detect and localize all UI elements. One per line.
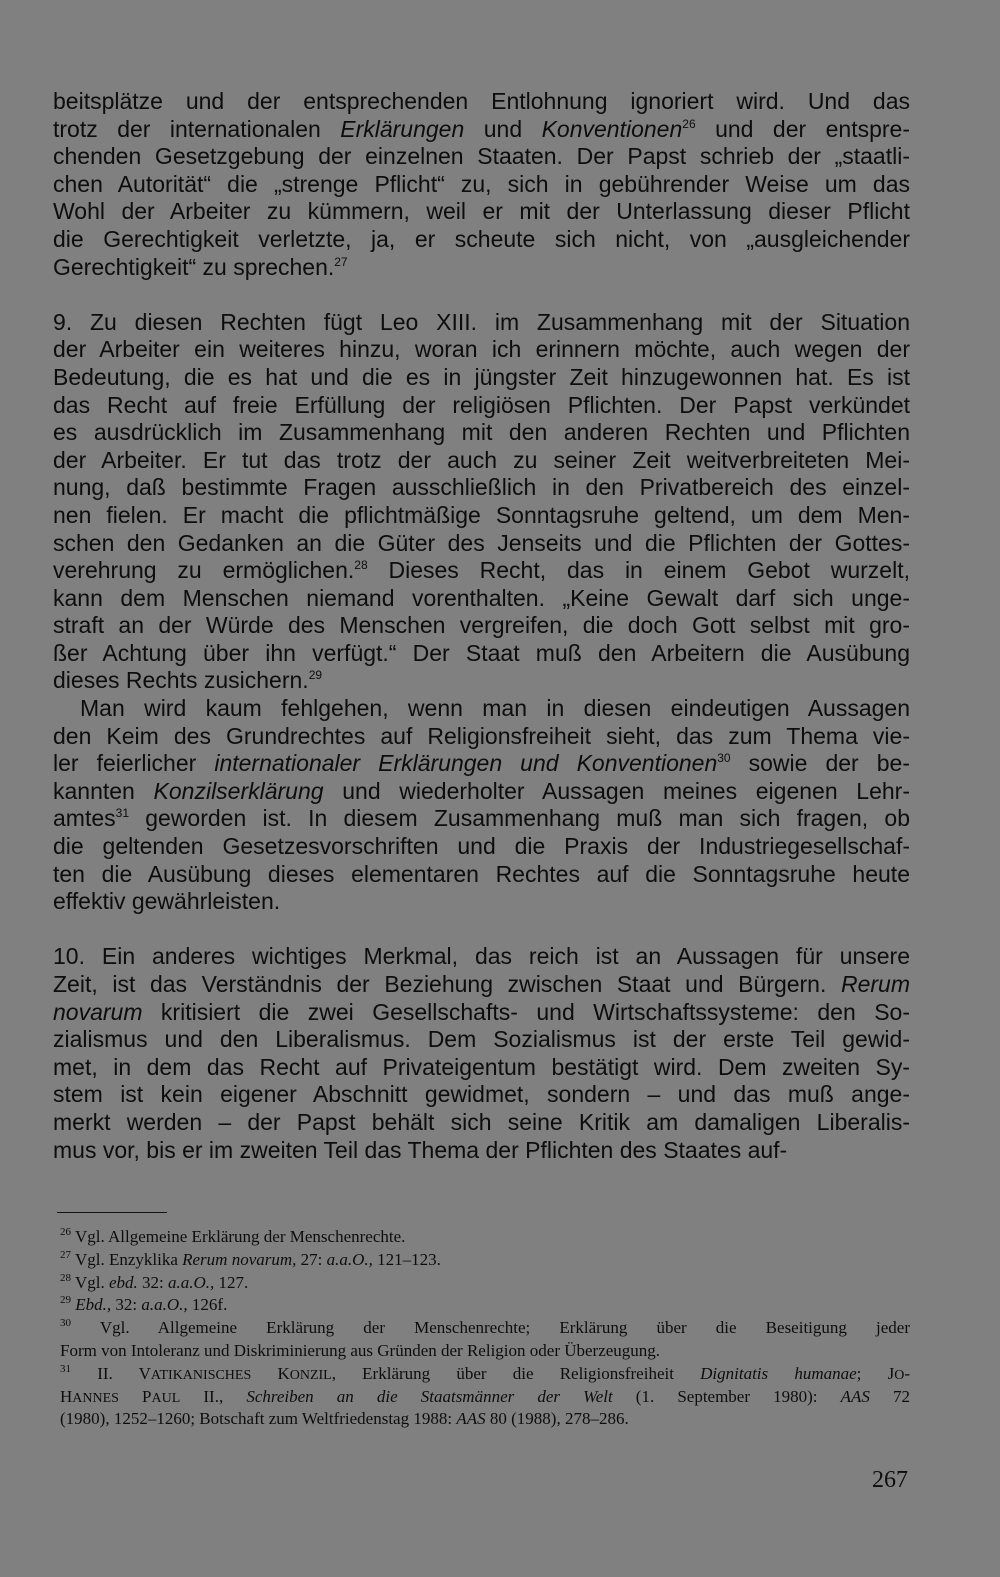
body-line (53, 226, 910, 254)
text-run: K (251, 1363, 290, 1383)
footnote-ref: 28 (354, 558, 368, 573)
text-run: ßer Achtung über ihn verfügt.“ Der Staat muß den Arbeitern die Ausübung (53, 639, 910, 666)
body-line (53, 557, 910, 585)
text-run: P (118, 1386, 152, 1406)
text-run: das Recht auf freie Erfüllung der religiösen Pflichten. Der Papst verkündet (53, 391, 910, 418)
body-line (53, 309, 910, 337)
body-line (53, 943, 910, 971)
body-line (53, 88, 910, 116)
text-run: kannten (53, 777, 154, 804)
text-run: 127. (214, 1272, 249, 1292)
body-line (53, 198, 910, 226)
footnote-line (60, 1294, 910, 1317)
text-run: Rerum (840, 971, 910, 997)
body-line (53, 778, 910, 806)
text-run: 72 (869, 1386, 910, 1406)
text-run: merkt werden – der Papst behält sich seine Kritik am damaligen Liberalis- (53, 1108, 910, 1135)
body-line (53, 1081, 910, 1109)
body-line (53, 1109, 910, 1137)
text-run: O (894, 1367, 905, 1383)
text-run: H (60, 1386, 73, 1406)
text-run: 126f. (187, 1295, 228, 1315)
footnote-ref: 31 (115, 806, 129, 821)
text-run: mus vor, bis er im zweiten Teil das Thema der Pflichten des Staates auf- (53, 1136, 788, 1163)
text-run: , Erklärung über die Religionsfreiheit (331, 1363, 701, 1383)
body-line (53, 116, 910, 144)
text-run: die Gerechtigkeit verletzte, ja, er scheute sich nicht, von „ausgleichender (53, 225, 910, 252)
text-run: Vgl. Allgemeine Erklärung der Menschenrechte. (71, 1227, 406, 1246)
footnote-line (60, 1249, 910, 1272)
body-line (53, 336, 910, 364)
text-run: II., (180, 1386, 247, 1406)
text-run: es ausdrücklich im Zusammenhang mit den anderen Rechten und Pflichten (53, 419, 910, 446)
text-run: chen Autorität“ die „strenge Pflicht“ zu, sich in gebührender Weise um das (53, 170, 910, 197)
text-run: novarum (53, 998, 143, 1025)
text-run: chenden Gesetzgebung der einzelnen Staaten. Der Papst schrieb der „staatli- (53, 143, 910, 170)
text-run: a.a.O., (141, 1295, 188, 1315)
body-line (53, 392, 910, 420)
text-run: Vgl. (71, 1272, 109, 1292)
text-run: AUL (151, 1390, 181, 1406)
footnote-ref: 26 (682, 116, 696, 131)
text-run: den Keim des Grundrechtes auf Religionsfreiheit sieht, das zum Thema vie- (53, 722, 910, 749)
body-line (53, 281, 910, 309)
text-run: Ebd., (75, 1295, 112, 1315)
body-line (53, 585, 910, 613)
text-run: 121–123. (372, 1249, 441, 1269)
text-run: dieses Rechts zusichern. (53, 667, 309, 694)
text-run: Wohl der Arbeiter zu kümmern, weil er mit der Unterlassung dieser Pflicht (53, 198, 910, 225)
text-run: 32: (111, 1295, 142, 1315)
text-run: der Arbeiter ein weiteres hinzu, woran ich erinnern möchte, auch wegen der (53, 336, 910, 363)
footnotes (60, 1226, 910, 1431)
text-run: - (904, 1363, 910, 1383)
body-line (53, 833, 910, 861)
text-run: sowie der be- (730, 750, 910, 777)
body-line (53, 1137, 910, 1165)
body-line (53, 888, 910, 916)
body-line (53, 723, 910, 751)
body-line (53, 1026, 910, 1054)
text-run: a.a.O., (326, 1249, 373, 1269)
footnote-line (60, 1226, 910, 1249)
text-run: met, in dem das Recht auf Privateigentum bestätigt wird. Dem zweiten Sy- (53, 1053, 910, 1080)
text-run: AAS (456, 1409, 486, 1429)
body-line (53, 971, 910, 999)
text-run: Rerum novarum, (182, 1249, 297, 1269)
footnote-line (60, 1408, 910, 1431)
body-line (53, 171, 910, 199)
text-run: effektiv gewährleisten. (53, 888, 281, 915)
text-run: Vgl. Allgemeine Erklärung der Menschenrechte; Erklärung über die Beseitigung jeder (71, 1318, 910, 1338)
text-run: zialismus und den Liberalismus. Dem Sozialismus ist der erste Teil gewid- (53, 1026, 910, 1053)
text-run: beitsplätze und der entsprechenden Entlohnung ignoriert wird. Und das (53, 88, 910, 114)
body-line (53, 999, 910, 1027)
body-line (53, 364, 910, 392)
text-run: verehrung zu ermöglichen. (53, 557, 355, 584)
body-line (53, 667, 910, 695)
text-run: ANNES (72, 1390, 119, 1406)
text-run: straft an der Würde des Menschen vergreifen, die doch Gott selbst mit gro- (53, 612, 910, 639)
text-run: und der entspre- (695, 115, 910, 142)
text-run: 27: (296, 1249, 327, 1269)
footnote-ref: 30 (60, 1317, 71, 1330)
body-line (53, 805, 910, 833)
text-run: ler feierlicher (53, 750, 215, 777)
body-line (53, 143, 910, 171)
body-line (53, 419, 910, 447)
footnote-line (60, 1272, 910, 1295)
footnote-line (60, 1340, 910, 1363)
text-run: ten die Ausübung dieses elementaren Rechtes auf die Sonntagsruhe heute (53, 860, 910, 887)
text-run: und (464, 115, 542, 142)
text-run: ebd. (108, 1272, 138, 1292)
text-run: trotz der internationalen (53, 115, 341, 142)
text-run: Dieses Recht, das in einem Gebot wurzelt, (367, 557, 910, 584)
text-run: ATIKANISCHES (150, 1367, 252, 1383)
text-run: amtes (53, 805, 116, 832)
text-run: Konzilserklärung (153, 777, 324, 804)
text-run: Man wird kaum fehlgehen, wenn man in diesen eindeutigen Aussagen (80, 695, 910, 722)
text-run: kann dem Menschen niemand vorenthalten. „Keine Gewalt darf sich unge- (53, 584, 910, 611)
text-run: Erklärungen (340, 115, 465, 142)
body-line (53, 750, 910, 778)
text-run: internationaler Erklärungen und Konventionen (214, 750, 718, 777)
text-run: AAS (840, 1386, 870, 1406)
text-run: Konventionen (541, 115, 683, 142)
body-line (53, 612, 910, 640)
text-run: (1. September 1980): (612, 1386, 841, 1406)
body-line (53, 474, 910, 502)
text-run: der Arbeiter. Er tut das trotz der auch zu seiner Zeit weitverbreiteten Mei- (53, 446, 910, 473)
footnote-ref: 29 (308, 668, 323, 683)
text-run: Vgl. Enzyklika (71, 1249, 183, 1269)
body-line (53, 1054, 910, 1082)
text-run: und wiederholter Aussagen meines eigenen Lehr- (323, 777, 910, 804)
body-line (53, 695, 910, 723)
text-run: stem ist kein eigener Abschnitt gewidmet, sondern – und das muß ange- (53, 1081, 910, 1108)
body-line (53, 254, 910, 282)
footnote-ref: 28 (60, 1271, 71, 1284)
footnote-ref: 27 (334, 254, 348, 269)
text-run: ONZIL (289, 1367, 332, 1383)
footnote-separator (57, 1212, 167, 1213)
body-line (53, 502, 910, 530)
body-line (53, 447, 910, 475)
body-line (53, 861, 910, 889)
text-run: die geltenden Gesetzesvorschriften und die Praxis der Industriegesellschaf- (53, 833, 910, 860)
text-run: Bedeutung, die es hat und die es in jüngster Zeit hinzugewonnen hat. Es ist (53, 363, 910, 390)
text-run: geworden ist. In diesem Zusammenhang muß man sich fragen, ob (129, 805, 910, 832)
footnote-ref: 31 (60, 1362, 71, 1375)
footnote-line (60, 1317, 910, 1340)
text-run: Form von Intoleranz und Diskriminierung aus Gründen der Religion oder Überzeugung. (60, 1340, 661, 1360)
body-line (53, 640, 910, 668)
footnote-line (60, 1363, 910, 1386)
text-run: Gerechtigkeit“ zu sprechen. (53, 253, 335, 280)
text-run: nung, daß bestimmte Fragen ausschließlich in den Privatbereich des einzel- (53, 474, 910, 501)
footnote-ref: 29 (60, 1294, 71, 1307)
page-number: 267 (872, 1467, 908, 1493)
footnote-line (60, 1386, 910, 1409)
footnote-ref: 26 (60, 1226, 71, 1238)
text-run: a.a.O., (167, 1272, 215, 1292)
text-run: nen fielen. Er macht die pflichtmäßige Sonntagsruhe geltend, um dem Men- (53, 501, 910, 528)
body-line (53, 916, 910, 944)
text-run: Schreiben an die Staatsmänner der Welt (246, 1386, 613, 1406)
footnote-ref: 27 (60, 1248, 71, 1261)
text-run: II. V (71, 1363, 151, 1383)
text-run: 32: (137, 1272, 168, 1292)
text-run: 10. Ein anderes wichtiges Merkmal, das reich ist an Aussagen für unsere (53, 943, 910, 970)
text-run: (1980), 1252–1260; Botschaft zum Weltfriedenstag 1988: (60, 1409, 457, 1429)
text-run: schen den Gedanken an die Güter des Jenseits und die Pflichten der Gottes- (53, 529, 910, 556)
text-run: Zeit, ist das Verständnis der Beziehung zwischen Staat und Bürgern. (53, 971, 841, 997)
footnote-ref: 30 (717, 751, 731, 766)
text-run: ; J (856, 1363, 895, 1383)
text-run: Dignitatis humanae (700, 1363, 857, 1383)
body-text (53, 88, 910, 1164)
body-line (53, 530, 910, 558)
text-run: 80 (1988), 278–286. (485, 1409, 629, 1429)
text-run: 9. Zu diesen Rechten fügt Leo XIII. im Zusammenhang mit der Situation (53, 308, 910, 335)
text-run: kritisiert die zwei Gesellschafts- und Wirtschaftssysteme: den So- (142, 998, 910, 1025)
